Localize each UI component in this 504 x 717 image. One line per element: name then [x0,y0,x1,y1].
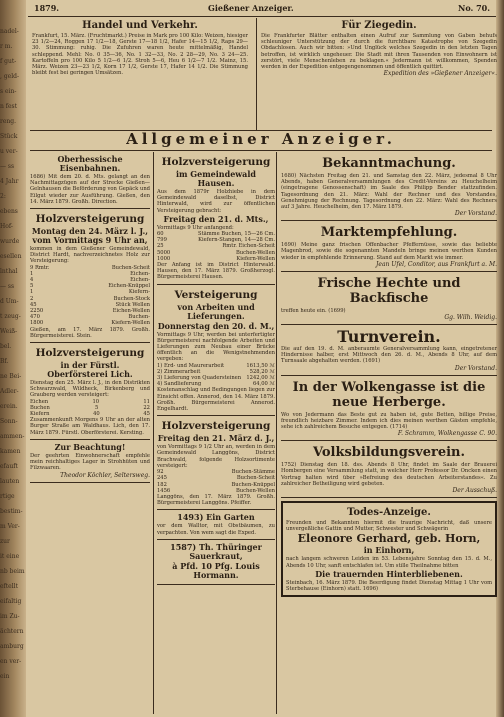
fragment-line: erein. [0,403,18,410]
fragment-line: u ver- [0,148,18,155]
inn-body: Wo von Jedermann das Beste gut zu haben ist, gute Betten, billige Preise, freundlich heizbare Zimmer. Indem ich dies meinen werthen Gästen empfehle, sehe ich zahlreichem Besuche entgegen. (1714) [281,411,497,431]
table-cell: Eichen-Knüppel [108,283,150,290]
szegedin-signature: Expedition des »Gießener Anzeiger«. [383,70,497,78]
lich-title: Holzversteigerung [35,347,145,360]
fragment-line: s ein- [0,88,17,95]
fragment-line: ein [0,673,10,680]
market-signature: Jean Ufel, Conditor, aus Frankfurt a. M. [376,260,497,268]
credit-body: 1680) Nächsten Freitag den 21. und Samstag den 22. März, jedesmal 8 Uhr Abends, haben Generalversammlungen des Credit-Vereins zu Heuchelheim (eingetragene Genossenschaft) im Saale des Philipp Bender stattzufinden. Tagesordnung den 21. März: Wahl der Rechner und des Vorstandes, Genehmigung der Rechnung. Tagesordnung den 22. März: Wahl des Rechners auf 3 Jahre. Heuchelheim, den 17. März 1879. [281,173,497,211]
fish-signature: Gg. Wilh. Weidig. [444,314,497,322]
right-page-edge [496,0,504,717]
table-cell: Buchen- [128,314,150,321]
wood-auction-hausen [157,152,275,285]
wood-auction-table [30,265,150,327]
fragment-line: kamen [0,448,21,455]
trade-column [32,18,248,130]
works-title: Versteigerung [174,288,258,301]
credit-signature: Der Vorstand. [454,210,497,218]
table-cell: Buchen-Knüppel [231,481,275,488]
left-page-fragments [0,20,26,680]
table-cell: 1456 [157,487,171,494]
table-cell: 25 [157,243,164,250]
fragment-line: ächtern [0,628,24,635]
szegedin-title: Für Ziegedin. [341,20,417,31]
langgoens-date: Freitag den 21. März d. J., [157,433,275,444]
death-notice [281,501,497,597]
fragment-line: Weiß- [0,328,18,335]
fragment-line: 4 Jahr [0,178,19,185]
table-cell: 5 [94,404,99,411]
szegedin-column [256,18,497,130]
railway-title: Oberhessische Eisenbahnen. [57,154,123,173]
top-section [30,18,497,131]
section-banner: Allgemeiner Anzeiger. [30,130,492,151]
table-cell: 2 [30,295,34,302]
fragment-line: esellen [0,253,22,260]
sauerkraut-body: à Pfd. 10 Pfg. Louis Hormann. [172,560,260,580]
market-ad [281,221,497,272]
table-cell: 1 [30,270,34,277]
table-cell: 470 [30,314,40,321]
hausen-time: Vormittags 9 Uhr anfangend: [157,224,234,231]
table-cell: 182 [157,481,167,488]
table-cell: 45 [143,411,150,418]
hausen-body: Aus dem 1879r Holzhiebe in dem Gemeindewald daselbst, District Hinterwald, wird zur öffentlichen Versteigerung gebracht: [157,189,275,214]
fragment-line: eifaltig [0,598,22,605]
table-cell: 1613,50 ℳ [246,362,275,369]
wood-auction-title: Holzversteigerung [35,213,145,226]
credit-title: Bekanntmachung. [322,156,456,171]
garden-ad [157,510,275,539]
wood-auction-footer: Gießen, am 17. März 1879. Großh. Bürgermeisterei. Stein. [30,326,150,339]
lich-table [30,399,150,418]
table-cell: 2250 [30,308,44,315]
table-cell: Eichen-Wellen [112,308,150,315]
fragment-line: efauft [0,463,18,470]
fragment-line: m Ver- [0,523,20,530]
table-cell: Buchen-Stock [113,295,150,302]
table-cell: 45 [30,301,37,308]
fragment-line: ammen- [0,433,25,440]
fragment-line: Hof- [0,223,13,230]
table-cell: 1000 [157,255,171,262]
fragment-line: en ver- [0,658,22,665]
fragment-line: eftellt [0,583,18,590]
langgoens-table [157,469,275,494]
fragment-line: reng. [0,118,17,125]
fragment-line: amburg [0,643,24,650]
table-cell: Buchen-Wellen [236,249,275,256]
death-body-2: nach langem schweren Leiden im 53. Lebensjahre Sonntag den 15. d. M., Abends 10 Uhr, sanft entschlafen ist. Um stille Theilnahme bitten [286,556,492,569]
table-cell: 4 [30,277,34,284]
gym-title: Turnverein. [337,327,441,347]
fragment-line: nadel- [0,28,19,35]
credit-notice [281,152,497,221]
table-cell: 64,00 ℳ [252,381,275,388]
education-body: 1752) Dienstag den 18. dss. Abends 8 Uhr, findet im Saale der Brauerei Hombergen eine Versammlung statt, in welcher Herr Professor Dr. Oncken einen Vortrag halten wird über »Befreiung des deutschen Arbeiterstandes«. Zu zahlreicher Betheiligung wird gebeten. [281,462,497,487]
works-date: Donnerstag den 20. d. M., [157,320,275,331]
sauerkraut-title: 1587) Th. Thüringer Sauerkraut, [170,541,262,561]
table-cell: 528,20 ℳ [249,368,275,375]
table-cell: 1 [30,289,34,296]
ads-column-2 [153,152,275,714]
hausen-subtitle: im Gemeindewald Hausen. [175,169,256,188]
table-cell: Buchen-Scheit [111,264,150,271]
fish-body: treffen heute ein. (1699) [281,307,346,314]
fragment-line: t zeug- [0,313,21,320]
garden-body: vor dem Walltor, mit Obstbäumen, zu verpachten. Von wem sagt die Exped. [157,523,275,536]
header-title: Gießener Anzeiger. [208,3,294,13]
table-cell: 1) Erd- und Maurerarbeit [157,362,225,369]
fragment-line: Adler- [0,388,19,395]
fish-title: Frische Hechte und Backfische [317,275,461,306]
gym-notice [281,325,497,376]
lich-footer: Zusammenkunft Morgens 9 Uhr an der alten Burger Straße am Waldhaus. Lich, den 17. März 1879. Fürstl. Oberförsterei. Kersting. [30,417,150,436]
table-cell: 4) Sandlieferung [157,381,202,388]
education-signature: Der Ausschuß. [452,487,497,495]
table-cell: 9 Rmtr. [30,264,50,271]
death-place: in Einhorn, [363,545,415,556]
fragment-line: Sonn- [0,418,18,425]
table-cell: Eichen- [130,277,150,284]
fragment-line: lnthal [0,268,18,275]
fragment-line: bel. [0,343,12,350]
table-cell: Kiefern-Wellen [236,255,275,262]
fragment-line: r m. [0,43,13,50]
table-cell: Kiefern-Stangen, 14—28 Cm. [198,237,275,244]
ads-column-1 [30,152,150,714]
fragment-line: lauten [0,478,20,485]
table-cell: 3) Lieferung von Quadersteinen [157,375,242,382]
works-subtitle: von Arbeiten und Lieferungen. [177,301,255,321]
fragment-line: im Zu- [0,613,20,620]
table-cell: 1800 [30,320,44,327]
table-cell: Buchen-Stämme [231,469,275,476]
wood-auction-body: kommen in dem Gießener Gemeindewald, District Hardt, nachverzeichnetes Holz zur Versteigerung: [30,246,150,265]
fragment-line: ne Bei- [0,373,22,380]
fish-ad [281,272,497,325]
hausen-date: Freitag den 21. d. Mts., [163,213,269,224]
inn-signature: F. Schramm, Wolkengasse C. 90. [397,430,497,438]
fragment-line: Stück [0,133,18,140]
table-cell: 5000 [157,249,171,256]
fragment-line: d Um- [0,298,19,305]
table-cell: 5 [30,283,34,290]
koechler-ad [30,440,150,483]
table-cell: Stämme Buchen, 15—26 Cm. [198,231,275,238]
wood-auction-lich [30,343,150,440]
fragment-line: 2: [0,193,6,200]
table-cell: Stück Wellen [115,301,150,308]
table-cell: 92 [157,469,164,476]
education-notice [281,441,497,498]
works-auction [157,285,275,417]
gym-body: Die auf den 19. d. M. anberaumte Generalversammlung kann, eingetretener Hindernisse halber, erst Mittwoch den 26. d. M., Abends 8 Uhr, auf dem Turnsaale abgehalten werden. (1691) [281,346,497,365]
death-signature: Die trauernden Hinterbliebenen. [315,568,463,579]
koechler-title: Zur Beachtung! [54,441,126,452]
hausen-footer: Der Anfang ist im District Hinterwald. Hausen, den 17. März 1879. Großherzogl. Bürgermeisterei Hausen. [157,262,275,281]
wood-auction-giessen [30,209,150,343]
szegedin-body: Die Frankfurter Blätter enthalten einen Aufruf zur Sammlung von Gaben behufs schleuniger Unterstützung der durch die furchtbare Katastrophe von Szegedin Obdachlosen. Auch wir bitten: »Und Unglück welches Szegedin in den letzten Tagen betroffen, ist wirklich ungeheuer. Die Stadt mit ihren Tausenden von Einwohnern ist zerstört, viele Menschenleben zu beklagen.« Jedermann ist willkommen, Spenden werden in der Expedition entgegengenommen und öffentlich quittirt. [261,33,497,71]
table-cell: Rmtr. Eichen-Scheit [222,243,275,250]
inn-ad [281,376,497,442]
works-footer: Kostenanschlag und Bedingungen liegen zur Einsicht offen. Annerod, den 14. März 1879. Großh. Bürgermeisterei Annerod. Engelhardt. [157,387,275,413]
fragment-line: — ss [0,283,15,290]
table-cell: Eichen [30,398,49,405]
ads-column-3 [276,152,497,714]
page-header [28,0,496,17]
lich-subtitle: in der Fürstl. Oberförsterei Lich. [47,360,133,380]
fragment-line: nb beim [0,568,25,575]
table-cell: 22 [143,404,150,411]
table-cell: Buchen [30,404,50,411]
header-year: 1879. [34,3,60,13]
header-number: No. 70. [458,3,490,13]
wood-auction-date: Montag den 24. März l. J., vom Vormittags 9 Uhr an, [31,226,149,246]
railway-body: 1686) Mit dem 20. d. Mts. gelangt an den Nachmittagzügen auf der Strecke Gießen—Gelnhausen die Beförderung von Gepäck und Eilgut wieder zur Ausführung. Gießen, den 14. März 1879. Großh. Direction. [30,174,150,205]
inn-title: In der Wolkengasse ist die neue Herberge. [292,379,486,410]
table-cell: 799 [157,237,167,244]
gym-signature: Der Vorstand. [454,364,497,372]
fragment-line: zur [0,538,10,545]
fragment-line: ebens [0,208,18,215]
hausen-title: Holzversteigerung [161,156,271,168]
koechler-signature: Theodor Köchler, Seltersweg. [60,471,150,479]
fragment-line: f gut- [0,58,17,65]
wood-auction-langgoens [157,416,275,510]
fragment-line: n fest [0,103,18,110]
table-cell: Buchen-Scheit [236,475,275,482]
table-cell: Buchen-Wellen [236,487,275,494]
garden-title: 1493) Ein Garten [177,512,255,523]
death-title: Todes-Anzeige. [347,507,431,519]
railway-notice [30,152,150,209]
sauerkraut-ad [157,540,275,585]
lich-body: Dienstag den 25. März l. J., in den Distrikten Schwarzwald, Wildheck, Birkenberg und Grauberg werden versteigert: [30,380,150,399]
works-body: Vormittags 9 Uhr, werden bei unterfertigter Bürgermeisterei nachfolgende Arbeiten und Lieferungen zum Neubau einer Brücke öffentlich an die Wenigstnehmenden vergeben: [157,331,275,363]
table-cell: Kiefern [30,411,50,418]
works-table [157,363,275,388]
table-cell: 11 [143,398,150,405]
market-title: Marktempfehlung. [320,225,458,241]
fragment-line: , geld- [0,73,19,80]
death-body: Freunden und Bekannten hiermit die traurige Nachricht, daß unsere unvergeßliche Gattin und Mutter, Schwester und Schwägerin [286,520,492,533]
fragment-line: it eine [0,553,20,560]
table-cell: Eichen- [130,270,150,277]
table-cell: 245 [157,475,167,482]
hausen-table [157,231,275,262]
langgoens-title: Holzversteigerung [161,420,271,433]
fragment-line: — ss [0,163,15,170]
fragment-line: wurde [0,238,20,245]
table-cell: 10 [92,398,100,405]
table-cell: 60 [157,231,164,238]
koechler-body: Der geehrten Einwohnerschaft empfehle mein reichhaltiges Lager in Strohhüten und Filzwaaren. [30,452,150,472]
trade-body: Frankfurt, 15. März. (Fruchtmarkt.) Preise in Mark pro 100 Kilo: Weizen, hiesiger 23 1/2—24, Roggen 17 1/2—18, Gerste 17—18 1/2, Hafer 14—15 1/2, Raps 29—30. Stimmung: ruhig. Die Zufuhren waren heute mittelmäßig, Handel schleppend. Mehl: No. 0 35—36, No. 1 32—33, No. 2 28—29, No. 3 24—25. Kartoffeln pro 100 Kilo 5 1/2—6 1/2. Stroh 5—6, Heu 6 1/2—7 1/2. Mainz, 15. März. Weizen 23—23 1/2, Korn 17 1/2, Gerste 17, Hafer 14 1/2. Die Stimmung bleibt fest bei geringen Umsätzen. [32,33,248,77]
market-body: 1690) Meine ganz frischen Offenbacher Pfeffernüsse, sowie das beliebte Magenbrod, sowie die sogenannten Mandeln bringe meinen werthen Kunden wieder in empfehlende Erinnerung. Stand auf dem Markt wie immer. [281,242,497,261]
trade-title: Handel und Verkehr. [82,20,198,31]
langgoens-footer: Langgöns, den 17. März 1879. Großh. Bürgermeisterei Langgöns. Pfeiffer. [157,493,275,507]
table-cell: Kiefern-Wellen [111,320,150,327]
table-cell: 40 [93,411,100,418]
education-title: Volksbildungsverein. [312,445,466,461]
table-cell: 1242,00 ℳ [246,375,275,382]
death-body-3: Steinbach, 16. März 1879. Die Beerdigung findet Dienstag Mittag 1 Uhr vom Sterbehause (Einhorn) statt. 1696) [286,579,492,593]
table-cell: Kiefern- [128,289,150,296]
death-name: Eleonore Gerhard, geb. Horn, [297,532,481,546]
table-cell: 2) Zimmerarbeit [157,368,201,375]
fragment-line: bestim- [0,508,23,515]
fragment-line: rtige [0,493,15,500]
fragment-line: Bf. [0,358,9,365]
langgoens-body: von Vormittags 9 1/2 Uhr an, werden in dem Gemeindewald Langgöns, District Brachwald, folgende Holzsortimente versteigert: [157,444,275,469]
